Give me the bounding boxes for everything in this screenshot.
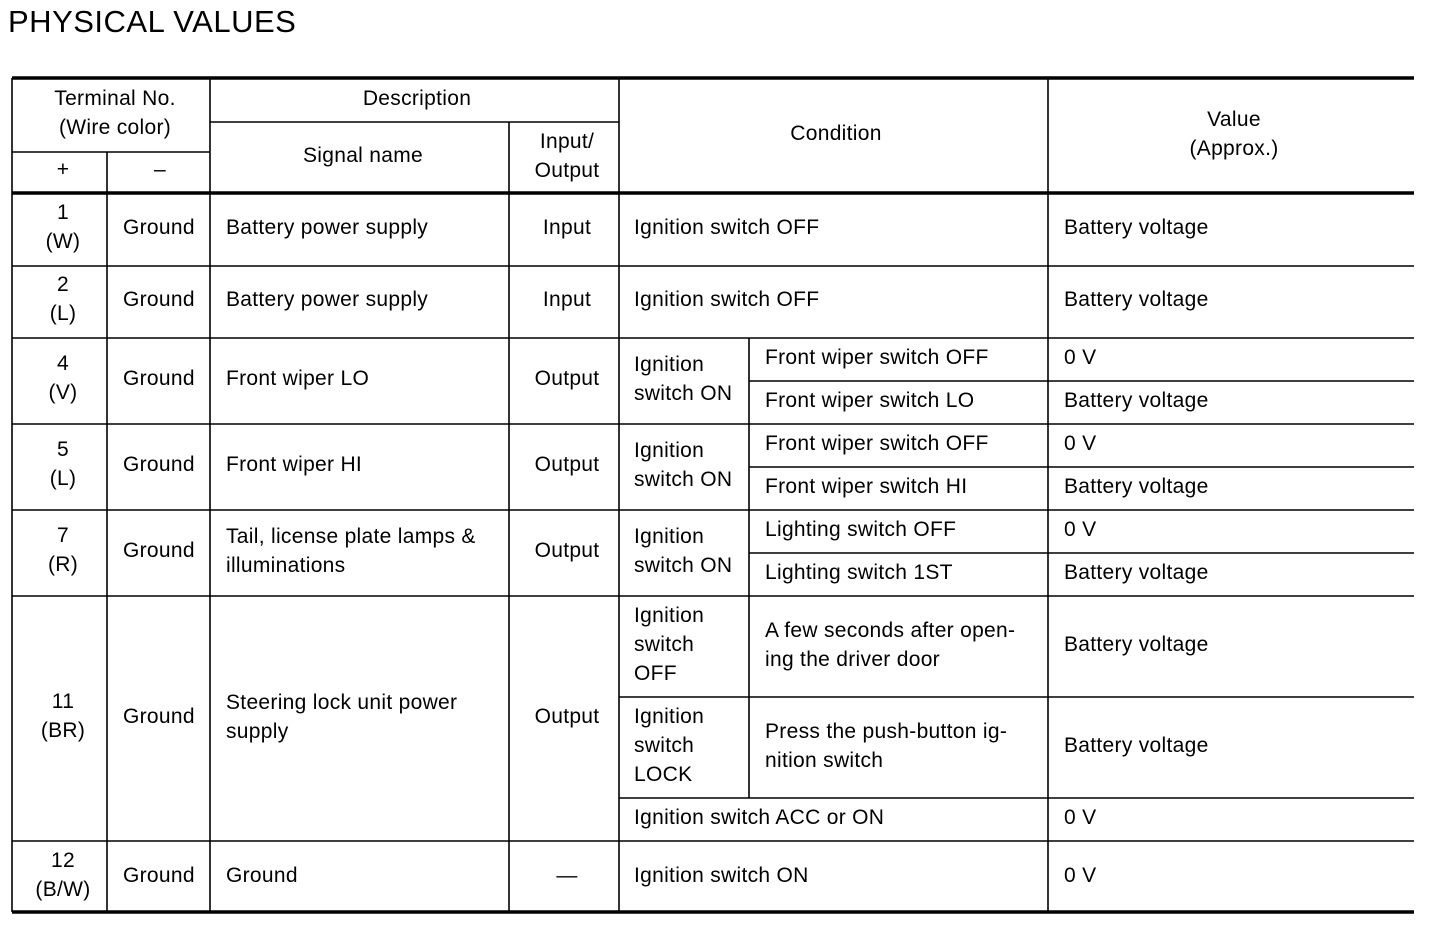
- row5-ground: Ground: [123, 453, 195, 476]
- row7-ground: Ground: [123, 539, 195, 562]
- row5-sub2-value: Battery voltage: [1064, 475, 1209, 498]
- row11-sub2-detail: Press the push-button ig- nition switch: [765, 720, 1008, 772]
- row11-sub3-value: 0 V: [1064, 806, 1097, 829]
- row11-sub2-condition: Ignition switch LOCK: [634, 705, 705, 786]
- row11-ground: Ground: [123, 705, 195, 728]
- row5-sub1-value: 0 V: [1064, 432, 1097, 455]
- row4-condition: Ignition switch ON: [634, 353, 733, 405]
- row1-value: Battery voltage: [1064, 216, 1209, 239]
- row2-value: Battery voltage: [1064, 288, 1209, 311]
- row7-condition: Ignition switch ON: [634, 525, 733, 577]
- header-terminal: Terminal No. (Wire color): [54, 87, 176, 139]
- header-description: Description: [362, 87, 472, 110]
- row7-terminal: 7 (R): [47, 524, 79, 576]
- header-value: Value (Approx.): [1189, 108, 1279, 160]
- row2-signal: Battery power supply: [226, 288, 429, 311]
- row1-condition: Ignition switch OFF: [634, 216, 820, 239]
- row2-condition: Ignition switch OFF: [634, 288, 820, 311]
- row1-terminal: 1 (W): [45, 201, 81, 253]
- row4-ground: Ground: [123, 367, 195, 390]
- header-plus: +: [56, 158, 70, 181]
- row4-terminal: 4 (V): [48, 352, 78, 404]
- row5-signal: Front wiper HI: [226, 453, 363, 476]
- header-input-output: Input/ Output: [534, 130, 600, 182]
- row11-io: Output: [534, 705, 600, 728]
- row11-sub1-condition: Ignition switch OFF: [634, 604, 705, 685]
- row1-ground: Ground: [123, 216, 195, 239]
- page-title: PHYSICAL VALUES: [8, 4, 297, 39]
- row4-io: Output: [534, 367, 600, 390]
- row7-sub2-condition: Lighting switch 1ST: [765, 561, 953, 584]
- row4-sub2-condition: Front wiper switch LO: [765, 389, 975, 412]
- row11-terminal: 11 (BR): [40, 690, 86, 742]
- row11-sub2-value: Battery voltage: [1064, 734, 1209, 757]
- header-condition: Condition: [790, 122, 882, 145]
- row7-signal: Tail, license plate lamps & illuminations: [226, 525, 476, 577]
- row2-io: Input: [542, 288, 592, 311]
- row11-sub1-value: Battery voltage: [1064, 633, 1209, 656]
- row2-terminal: 2 (L): [49, 273, 77, 325]
- row5-sub2-condition: Front wiper switch HI: [765, 475, 968, 498]
- row4-signal: Front wiper LO: [226, 367, 370, 390]
- row1-signal: Battery power supply: [226, 216, 429, 239]
- row7-sub1-condition: Lighting switch OFF: [765, 518, 957, 541]
- row7-sub1-value: 0 V: [1064, 518, 1097, 541]
- header-signal-name: Signal name: [302, 144, 424, 167]
- row7-sub2-value: Battery voltage: [1064, 561, 1209, 584]
- row7-io: Output: [534, 539, 600, 562]
- row12-io: —: [556, 864, 578, 887]
- row5-condition: Ignition switch ON: [634, 439, 733, 491]
- row11-sub1-detail: A few seconds after open- ing the driver door: [765, 619, 1016, 671]
- row5-io: Output: [534, 453, 600, 476]
- row5-terminal: 5 (L): [49, 438, 77, 490]
- row1-io: Input: [542, 216, 592, 239]
- row2-ground: Ground: [123, 288, 195, 311]
- row12-value: 0 V: [1064, 864, 1097, 887]
- row4-sub1-condition: Front wiper switch OFF: [765, 346, 989, 369]
- row11-signal: Steering lock unit power supply: [226, 691, 458, 743]
- row12-terminal: 12 (B/W): [35, 849, 91, 901]
- row12-ground: Ground: [123, 864, 195, 887]
- row4-sub1-value: 0 V: [1064, 346, 1097, 369]
- row11-sub3-condition: Ignition switch ACC or ON: [634, 806, 885, 829]
- row5-sub1-condition: Front wiper switch OFF: [765, 432, 989, 455]
- header-minus: –: [154, 158, 166, 181]
- row12-condition: Ignition switch ON: [634, 864, 809, 887]
- row12-signal: Ground: [226, 864, 298, 887]
- row4-sub2-value: Battery voltage: [1064, 389, 1209, 412]
